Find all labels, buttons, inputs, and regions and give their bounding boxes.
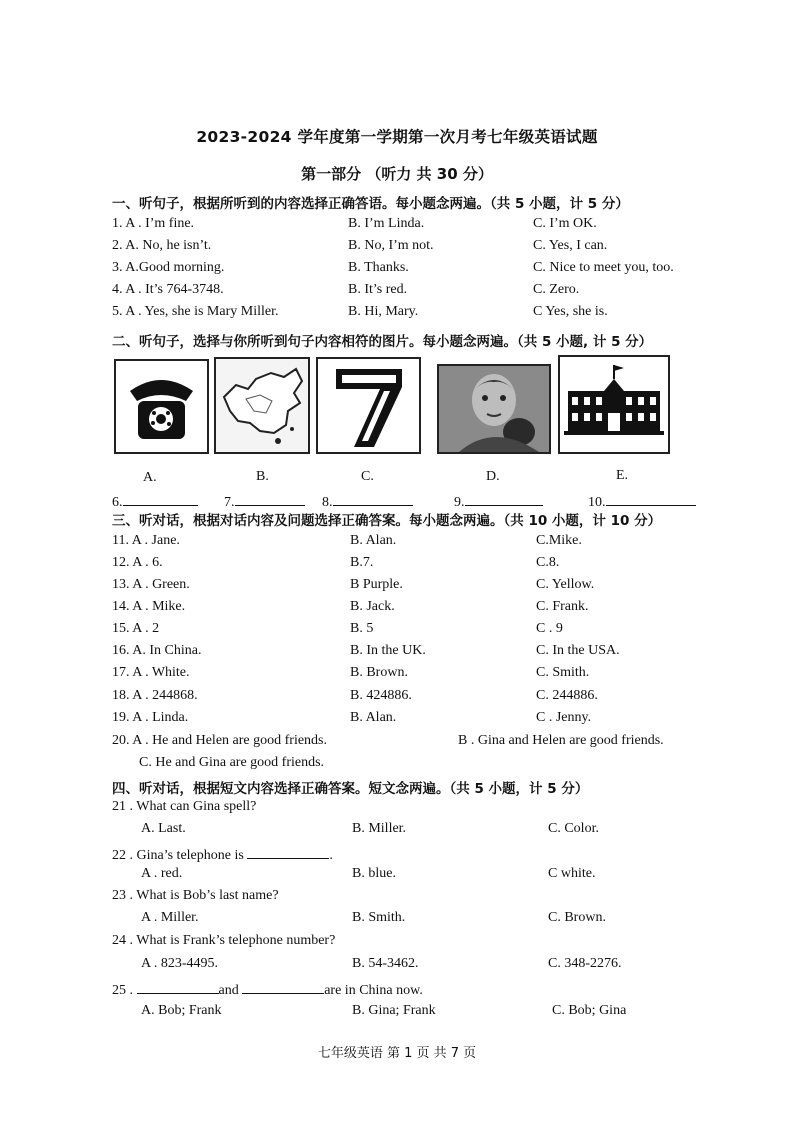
option-c: C. Brown. — [548, 910, 606, 925]
option-c: C.8. — [536, 555, 560, 570]
option-a: 1. A . I’m fine. — [112, 216, 195, 231]
picture-label-d: D. — [486, 469, 500, 484]
option-a: A . red. — [141, 866, 183, 881]
page-footer: 七年级英语 第 1 页 共 7 页 — [317, 1046, 477, 1061]
answer-slot-8[interactable]: 8. — [322, 491, 413, 511]
question-2 — [0, 238, 794, 258]
option-a: 12. A . 6. — [112, 555, 163, 570]
picture-label-c: C. — [361, 469, 374, 484]
option-c: C. Yes, I can. — [533, 238, 608, 253]
option-c: C. Frank. — [536, 599, 589, 614]
option-c: C. 348-2276. — [548, 956, 622, 971]
option-c: C. Zero. — [533, 282, 580, 297]
question-14 — [0, 599, 794, 619]
answer-blank-1[interactable] — [137, 979, 219, 994]
option-b: B. 54-3462. — [352, 956, 419, 971]
question-25-stem: 25 . and are in China now. — [0, 979, 794, 999]
option-b: B. 5 — [350, 621, 374, 636]
option-b: B. Smith. — [352, 910, 406, 925]
picture-label-a: A. — [143, 470, 157, 485]
option-b: B. I’m Linda. — [348, 216, 425, 231]
option-b: B. Brown. — [350, 665, 408, 680]
question-12 — [0, 555, 794, 575]
option-a: 13. A . Green. — [112, 577, 190, 592]
question-21-stem: 21 . What can Gina spell? — [112, 799, 257, 814]
question-11 — [0, 533, 794, 553]
option-c: C. Nice to meet you, too. — [533, 260, 674, 275]
option-a: A . Miller. — [141, 910, 199, 925]
question-4 — [0, 282, 794, 302]
option-c: C. Yellow. — [536, 577, 595, 592]
question-24-options — [0, 956, 794, 976]
option-b: B. Alan. — [350, 533, 397, 548]
option-a: 16. A. In China. — [112, 643, 202, 658]
option-a: 20. A . He and Helen are good friends. — [112, 733, 327, 748]
option-b: B. Gina; Frank — [352, 1003, 436, 1018]
picture-label-e: E. — [616, 468, 629, 483]
option-a: A. Bob; Frank — [141, 1003, 222, 1018]
picture-label-b: B. — [256, 469, 269, 484]
question-20 — [0, 733, 794, 753]
section-1-heading: 一、听句子，根据所听到的内容选择正确答语。每小题念两遍。（共 5 小题，计 5 分） — [112, 196, 629, 212]
question-19 — [0, 710, 794, 730]
question-23-options — [0, 910, 794, 930]
option-b: B . Gina and Helen are good friends. — [458, 733, 664, 748]
answer-slot-6[interactable]: 6. — [112, 491, 198, 511]
question-17 — [0, 665, 794, 685]
answer-blank-2[interactable] — [242, 979, 324, 994]
question-23-stem: 23 . What is Bob’s last name? — [112, 888, 279, 903]
option-a: 5. A . Yes, she is Mary Miller. — [112, 304, 279, 319]
option-c: C . 9 — [536, 621, 563, 636]
option-b: B. Hi, Mary. — [348, 304, 419, 319]
answer-blank[interactable] — [247, 844, 329, 859]
option-c: C white. — [548, 866, 596, 881]
section-4-heading: 四、听对话，根据短文内容选择正确答案。短文念两遍。（共 5 小题，计 5 分） — [112, 781, 589, 797]
option-c: C Yes, she is. — [533, 304, 608, 319]
option-a: 3. A.Good morning. — [112, 260, 225, 275]
question-18 — [0, 688, 794, 708]
question-22-options — [0, 866, 794, 886]
question-1 — [0, 216, 794, 236]
option-a: 18. A . 244868. — [112, 688, 198, 703]
option-b: B. Alan. — [350, 710, 397, 725]
option-a: 19. A . Linda. — [112, 710, 189, 725]
option-b: B. Miller. — [352, 821, 407, 836]
answer-slot-7[interactable]: 7. — [224, 491, 305, 511]
part-heading: 第一部分 （听力 共 30 分） — [301, 165, 493, 183]
option-a: 11. A . Jane. — [112, 533, 180, 548]
option-a: 15. A . 2 — [112, 621, 160, 636]
number-seven-picture — [316, 357, 421, 454]
question-15 — [0, 621, 794, 641]
question-22-stem: 22 . Gina’s telephone is . — [0, 844, 794, 864]
question-25-options — [0, 1003, 794, 1023]
question-16 — [0, 643, 794, 663]
section-3-heading: 三、听对话，根据对话内容及问题选择正确答案。每小题念两遍。（共 10 小题，计 10 分） — [112, 513, 662, 529]
page-title: 2023-2024 学年度第一学期第一次月考七年级英语试题 — [196, 128, 598, 146]
boy-picture — [437, 364, 551, 454]
option-b: B. 424886. — [350, 688, 412, 703]
option-c: C. Color. — [548, 821, 599, 836]
option-c: C. I’m OK. — [533, 216, 597, 231]
question-13 — [0, 577, 794, 597]
option-a: A. Last. — [141, 821, 186, 836]
option-c: C. Smith. — [536, 665, 590, 680]
option-c: C. 244886. — [536, 688, 598, 703]
telephone-picture — [114, 359, 209, 454]
question-20-option-c — [0, 755, 794, 775]
school-building-picture — [558, 355, 670, 454]
option-c: C . Jenny. — [536, 710, 592, 725]
answer-slot-10[interactable]: 10. — [588, 491, 696, 511]
option-b: B Purple. — [350, 577, 403, 592]
option-b: B. No, I’m not. — [348, 238, 434, 253]
question-5 — [0, 304, 794, 324]
option-a: 2. A. No, he isn’t. — [112, 238, 212, 253]
question-24-stem: 24 . What is Frank’s telephone number? — [112, 933, 336, 948]
option-b: B. In the UK. — [350, 643, 426, 658]
option-b: B.7. — [350, 555, 374, 570]
section-2-heading: 二、听句子，选择与你所听到句子内容相符的图片。每小题念两遍。（共 5 小题, 计 5 分） — [112, 334, 653, 350]
option-a: 14. A . Mike. — [112, 599, 186, 614]
option-b: B. blue. — [352, 866, 396, 881]
question-21-options — [0, 821, 794, 841]
option-c: C. In the USA. — [536, 643, 620, 658]
option-b: B. Thanks. — [348, 260, 409, 275]
option-c: C. Bob; Gina — [552, 1003, 627, 1018]
answer-slot-9[interactable]: 9. — [454, 491, 543, 511]
option-a: 4. A . It’s 764-3748. — [112, 282, 224, 297]
map-picture — [214, 357, 310, 454]
option-a: A . 823-4495. — [141, 956, 218, 971]
option-c: C. He and Gina are good friends. — [139, 755, 325, 770]
option-b: B. It’s red. — [348, 282, 408, 297]
option-c: C.Mike. — [536, 533, 582, 548]
picture-row — [0, 353, 794, 485]
answer-slots — [0, 491, 794, 511]
question-3 — [0, 260, 794, 280]
option-b: B. Jack. — [350, 599, 395, 614]
option-a: 17. A . White. — [112, 665, 190, 680]
